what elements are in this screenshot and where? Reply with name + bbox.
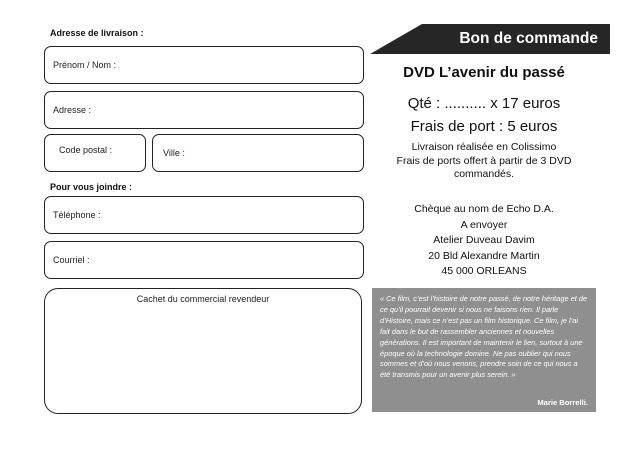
payment-line: 45 000 ORLEANS xyxy=(441,265,527,277)
quote-text: « Ce film, c’est l’histoire de notre passé, de notre héritage et de ce qu’il pourrait devenir si nous ne faisons rien. Il parle d’Histoire, mais ce n’est pas un film historique. Ce film, je l’ai fait dans le but de rassembler anciennes et nouvelles générations. Il est important de maintenir le lien, surtout à une époque où la technologie domine. Ne pas oublier qui nous sommes et d’où nous venons, prendre soin de ce qui nous a été transmis pour un avenir plus serein. » xyxy=(380,294,588,380)
email-field[interactable] xyxy=(44,241,364,279)
delivery-line: commandés. xyxy=(453,168,515,180)
product-title: DVD L’avenir du passé xyxy=(403,64,565,81)
payment-line: Atelier Duveau Davim xyxy=(433,234,535,246)
city-field[interactable] xyxy=(152,134,364,172)
quote-box xyxy=(372,288,596,412)
payment-line: 20 Bld Alexandre Martin xyxy=(428,249,540,262)
shipping-line: Frais de port : 5 euros xyxy=(410,118,558,135)
contact-heading: Pour vous joindre : xyxy=(50,182,133,192)
address-field-label: Adresse : xyxy=(53,105,92,115)
delivery-address-heading: Adresse de livraison : xyxy=(50,28,144,38)
postal-code-field[interactable] xyxy=(44,134,146,172)
delivery-line: Frais de ports offert à partir de 3 DVD xyxy=(396,154,572,167)
name-field-label: Prénom / Nom : xyxy=(53,60,117,70)
order-banner xyxy=(370,24,610,54)
email-field-label: Courriel : xyxy=(53,255,90,265)
reseller-stamp-box[interactable] xyxy=(44,288,362,414)
postal-code-field-label: Code postal : xyxy=(59,145,113,155)
name-field[interactable] xyxy=(44,46,364,84)
delivery-line: Livraison réalisée en Colissimo xyxy=(411,141,557,153)
delivery-info xyxy=(372,141,596,182)
phone-field-label: Téléphone : xyxy=(53,210,101,220)
payment-info xyxy=(372,202,596,280)
quantity-line: Qté : .......... x 17 euros xyxy=(407,95,561,112)
payment-line: Chèque au nom de Echo D.A. xyxy=(414,203,554,215)
address-field[interactable] xyxy=(44,91,364,129)
phone-field[interactable] xyxy=(44,196,364,234)
quote-author: Marie Borrelli. xyxy=(537,398,588,407)
order-banner-title: Bon de commande xyxy=(459,30,598,47)
payment-line: A envoyer xyxy=(460,218,508,231)
reseller-stamp-label: Cachet du commercial revendeur xyxy=(136,294,270,304)
city-field-label: Ville : xyxy=(163,148,185,158)
